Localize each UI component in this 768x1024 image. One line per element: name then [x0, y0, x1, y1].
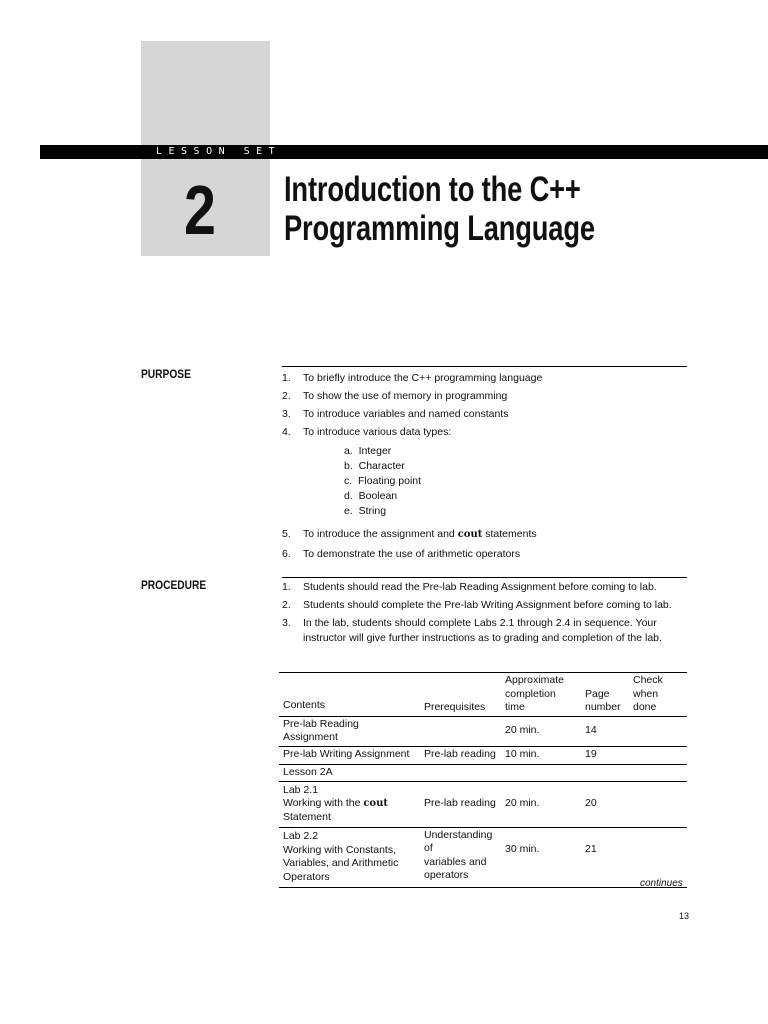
table-cell: Pre-lab reading	[424, 748, 496, 761]
table-cell	[420, 764, 501, 781]
list-item: 4. To introduce various data types: a. Integer b. Character c. Floating point d. Boolean e. String	[282, 423, 687, 519]
table-row	[279, 764, 687, 781]
list-item: d. Boolean	[344, 490, 398, 502]
procedure-list	[282, 578, 687, 646]
page-title: Introduction to the C++ Programming Language	[284, 170, 595, 248]
table-row	[279, 746, 687, 764]
table-cell: 20 min.	[505, 797, 540, 810]
table-cell: 20 min.	[505, 724, 540, 737]
data-types-list	[325, 444, 687, 519]
table-cell: 10 min.	[505, 748, 540, 761]
table-cell: 14	[585, 724, 597, 737]
list-item: e. String	[344, 505, 387, 517]
table-cell: Pre-lab Writing Assignment	[283, 748, 410, 761]
table-row	[279, 827, 687, 887]
list-item: c. Floating point	[344, 475, 422, 487]
continues-note: continues	[640, 878, 683, 889]
col-header-time: Approximate completion time	[505, 674, 564, 713]
code-keyword: cout	[363, 798, 388, 810]
list-item: 3. In the lab, students should complete Labs 2.1 through 2.4 in sequence. Your instructor will give further instructions as to grading and completion of the lab.	[282, 617, 662, 644]
lab-table	[279, 672, 687, 888]
procedure-heading: PROCEDURE	[141, 578, 207, 592]
page-number: 13	[679, 911, 690, 921]
list-item: 3. To introduce variables and named constants	[282, 408, 509, 420]
col-header-page: Page number	[585, 687, 621, 713]
table-row	[279, 781, 687, 827]
col-header-check: Check when done	[633, 674, 663, 713]
table-cell: Pre-lab Reading Assignment	[283, 717, 359, 743]
table-header-row	[279, 673, 687, 717]
table-cell: 21	[585, 842, 597, 855]
col-header-contents: Contents	[283, 699, 326, 711]
table-cell: Lab 2.1 Working with the cout Statement	[283, 783, 388, 823]
table-row	[279, 716, 687, 746]
check-cell	[629, 781, 687, 827]
list-item: b. Character	[344, 460, 405, 472]
purpose-list	[282, 369, 687, 563]
table-cell	[420, 716, 501, 746]
list-item: 2. Students should complete the Pre-lab Writing Assignment before coming to lab.	[282, 599, 672, 611]
lesson-set-label: LESSON SET	[156, 146, 282, 157]
list-item: 6. To demonstrate the use of arithmetic operators	[282, 548, 521, 560]
table-cell: Understanding of variables and operators	[424, 828, 493, 881]
table-cell	[501, 764, 581, 781]
list-item: 5. To introduce the assignment and cout statements	[282, 528, 537, 540]
list-item: 1. To briefly introduce the C++ programming language	[282, 372, 543, 384]
purpose-rule	[282, 366, 687, 367]
table-cell: Lesson 2A	[283, 765, 333, 778]
check-cell	[629, 716, 687, 746]
lesson-number: 2	[184, 171, 216, 249]
col-header-prerequisites: Prerequisites	[424, 701, 486, 713]
table-cell: Pre-lab reading	[424, 797, 496, 810]
table-cell: Lab 2.2 Working with Constants, Variables, and Arithmetic Operators	[283, 830, 399, 883]
header-bar	[40, 145, 768, 159]
check-cell	[629, 764, 687, 781]
table-cell: 19	[585, 748, 597, 761]
table-cell	[581, 764, 629, 781]
code-keyword: cout	[457, 529, 483, 540]
purpose-heading: PURPOSE	[141, 367, 191, 381]
list-item: 2. To show the use of memory in programming	[282, 390, 508, 402]
list-item: a. Integer	[344, 445, 392, 457]
table-cell: 20	[585, 797, 597, 810]
check-cell	[629, 746, 687, 764]
table-cell: 30 min.	[505, 842, 540, 855]
list-item: 1. Students should read the Pre-lab Reading Assignment before coming to lab.	[282, 581, 657, 593]
